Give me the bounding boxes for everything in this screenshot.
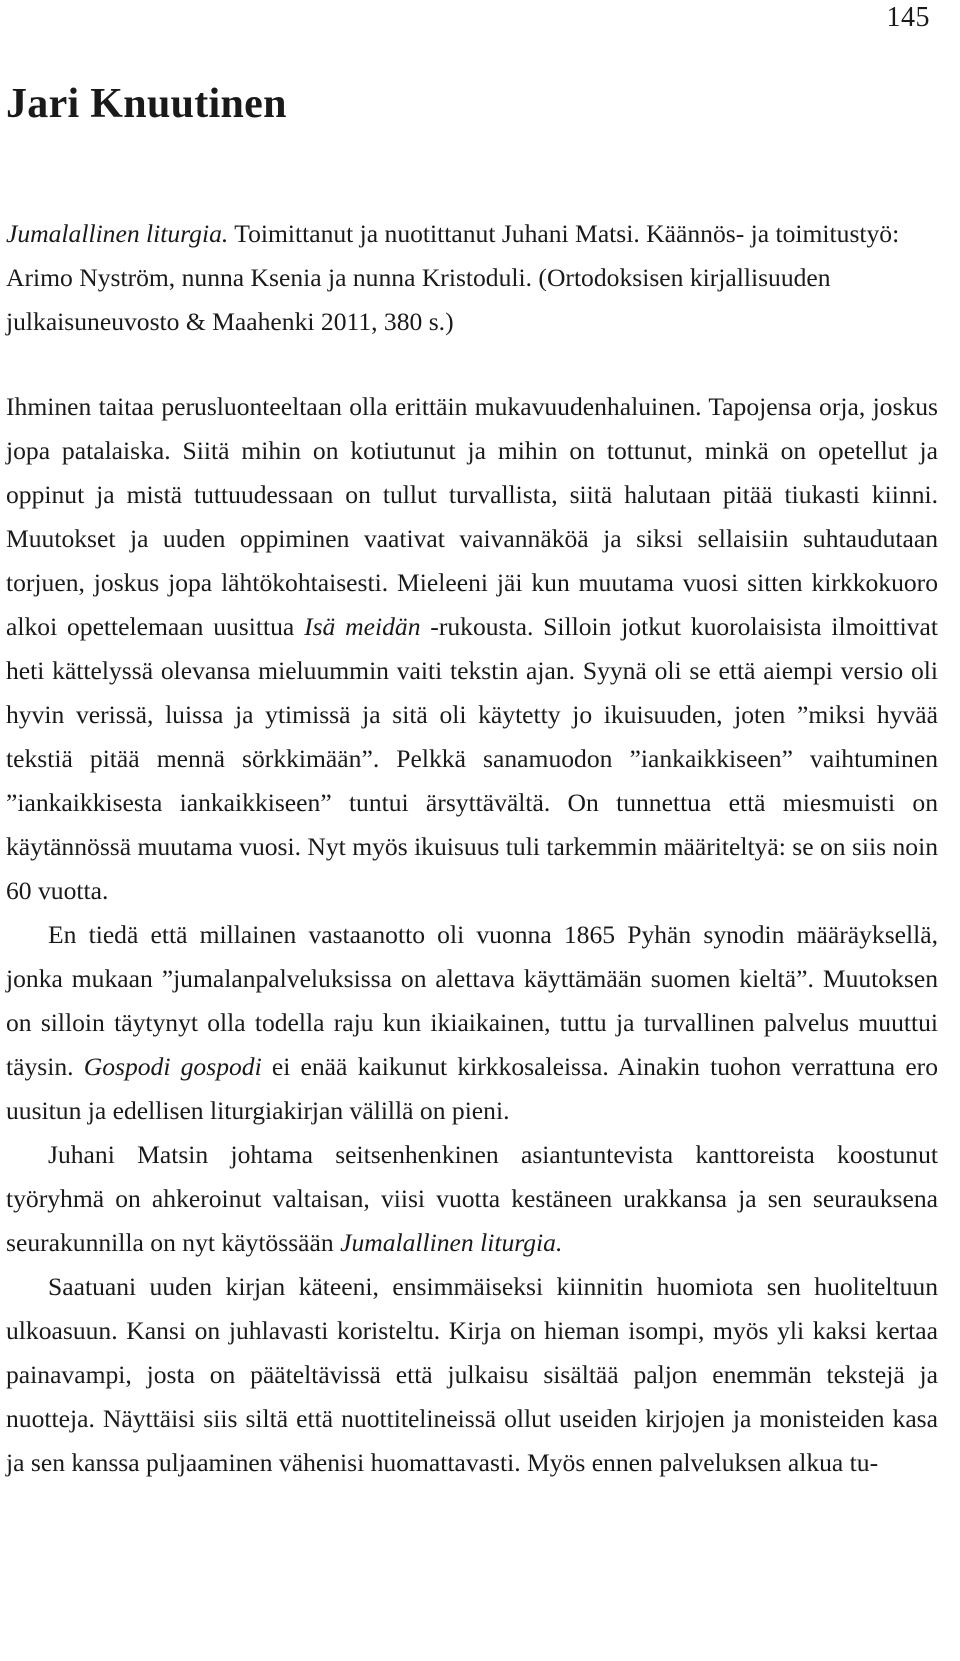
paragraph-3 (6, 1133, 938, 1265)
book-details: Toimittanut ja nuotittanut Juhani Matsi. Käännös- ja toimitustyö: Arimo Nyström, nunna Ksenia ja nunna Kristoduli. (Ortodoksisen kirjallisuuden julkaisuneuvosto & Maahenki 2011, 380 s.) (6, 219, 900, 336)
paragraph-1-text-b: -rukousta. Silloin jotkut kuorolaisista ilmoittivat heti kättelyssä olevansa mieluummin vaiti tekstin ajan. Syynä oli se että aiempi versio oli hyvin verissä, luissa ja ytimissä ja sitä oli käytetty jo ikuisuuden, joten ”miksi hyvää tekstiä pitää mennä sörkkimään”. Pelkkä sanamuodon ”iankaikkiseen” vaihtuminen ”iankaikkisesta iankaikkiseen” tuntui ärsyttävältä. On tunnettua että miesmuisti on käytännössä muutama vuosi. Nyt myös ikuisuus tuli tarkemmin määriteltyä: se on siis noin 60 vuotta. (6, 612, 939, 905)
paragraph-4 (6, 1265, 938, 1485)
review-body (6, 385, 938, 1485)
paragraph-2 (6, 913, 938, 1133)
paragraph-1 (6, 385, 938, 913)
book-citation (6, 212, 938, 344)
paragraph-2-text-a: En tiedä että millainen vastaanotto oli vuonna 1865 Pyhän synodin määräyksellä, jonka mukaan ”jumalanpalveluksissa on alettava käyttämään suomen kieltä”. Muutoksen on silloin täytynyt olla todella raju kun ikiaikainen, tuttu ja turvallinen palvelus muuttui täysin. (6, 920, 938, 1081)
paragraph-1-text-a: Ihminen taitaa perusluonteeltaan olla erittäin mukavuudenhaluinen. Tapojensa orja, joskus jopa patalaiska. Siitä mihin on kotiutunut ja mihin on tottunut, minkä on opetellut ja oppinut ja mistä tuttuudessaan on tullut turvallista, siitä halutaan pitää tiukasti kiinni. Muutokset ja uuden oppiminen vaativat vaivannäköä ja siksi sellaisiin suhtaudutaan torjuen, joskus jopa lähtökohtaisesti. Mieleeni jäi kun muutama vuosi sitten kirkkokuoro alkoi opettelemaan uusittua (6, 392, 938, 641)
review-article (6, 212, 938, 1485)
reviewer-name: Jari Knuutinen (6, 81, 287, 127)
paragraph-2-text-b: ei enää kaikunut kirkkosaleissa. Ainakin tuohon verrattuna ero uusitun ja edellisen liturgiakirjan välillä on pieni. (6, 1052, 938, 1125)
liturgy-title: Jumalallinen liturgia. (340, 1228, 563, 1257)
paragraph-4-text: Saatuani uuden kirjan käteeni, ensimmäiseksi kiinnitin huomiota sen huoliteltuun ulkoasuun. Kansi on juhlavasti koristeltu. Kirja on hieman isompi, myös yli kaksi kertaa painavampi, josta on pääteltävissä että julkaisu sisältää paljon enemmän tekstejä ja nuotteja. Näyttäisi siis siltä että nuottitelineissä ollut useiden kirjojen ja monisteiden kasa ja sen kanssa puljaaminen vähenisi huomattavasti. Myös ennen palveluksen alkua tu- (6, 1272, 938, 1477)
prayer-title: Isä meidän (304, 612, 421, 641)
page-number: 145 (886, 2, 930, 33)
paragraph-3-text-a: Juhani Matsin johtama seitsenhenkinen asiantuntevista kanttoreista koostunut työryhmä on ahkeroinut valtaisan, viisi vuotta kestäneen urakkansa ja sen seurauksena seurakunnilla on nyt käytössään (6, 1140, 938, 1257)
book-title: Jumalallinen liturgia. (6, 219, 229, 248)
chant-title: Gospodi gospodi (83, 1052, 262, 1081)
